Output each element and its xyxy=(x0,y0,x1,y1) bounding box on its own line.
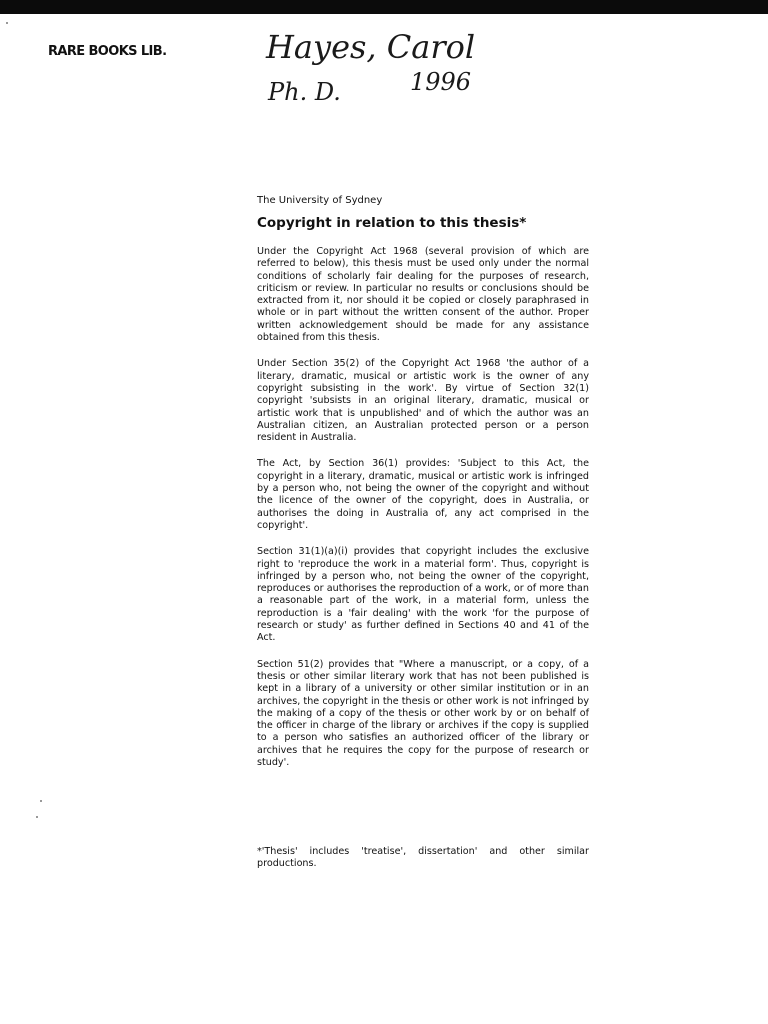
handwriting-svg xyxy=(260,24,490,108)
paragraph-4: Section 31(1)(a)(i) provides that copyright includes the exclusive right to 'reproduce the work in a material form'. Thus, copyright is infringed by a person who, not being the owner of the copyright, reproduces or authorises the reproduction of a work, or of more than a reasonable part of the work, in a material form, unless the reproduction is a 'fair dealing' with the work 'for the purpose of research or study' as further defined in Sections 40 and 41 of the Act. xyxy=(257,546,589,644)
library-stamp: RARE BOOKS LIB. xyxy=(48,44,167,59)
scan-top-edge xyxy=(0,0,768,14)
notice-title: Copyright in relation to this thesis* xyxy=(257,215,527,231)
paragraph-3: The Act, by Section 36(1) provides: 'Subject to this Act, the copyright in a literary, dramatic, musical or artistic work is infringed by a person who, not being the owner of the copyright and without the licence of the owner of the copyright, does in Australia, or authorises the doing in Australia of, any act comprised in the copyright'. xyxy=(257,458,589,531)
paragraph-1: Under the Copyright Act 1968 (several provision of which are referred to below), this thesis must be used only under the normal conditions of scholarly fair dealing for the purposes of research, criticism or review. In particular no results or conclusions should be extracted from it, nor should it be copied or closely paraphrased in whole or in part without the written consent of the author. Proper written acknowledgement should be made for any assistance obtained from this thesis. xyxy=(257,246,589,344)
handwritten-degree: Ph. D. xyxy=(268,78,341,106)
handwritten-name: Hayes, Carol xyxy=(266,28,476,66)
handwritten-year: 1996 xyxy=(410,68,472,96)
paragraph-2: Under Section 35(2) of the Copyright Act 1968 'the author of a literary, dramatic, musical or artistic work is the owner of any copyright subsisting in the work'. By virtue of Section 32(1) copyright 'subsists in an original literary, dramatic, musical or artistic work that is unpublished' and of which the author was an Australian citizen, an Australian protected person or a person resident in Australia. xyxy=(257,358,589,444)
paragraph-5: Section 51(2) provides that "Where a manuscript, or a copy, of a thesis or other similar literary work that has not been published is kept in a library of a university or other similar institution or in an archives, the copyright in the thesis or other work is not infringed by the making of a copy of the thesis or other work by or on behalf of the officer in charge of the library or archives if the copy is supplied to a person who satisfies an authorized officer of the library or archives that he requires the copy for the purpose of research or study'. xyxy=(257,658,589,768)
scan-speck xyxy=(36,816,38,818)
copyright-notice xyxy=(257,194,589,783)
handwritten-annotation xyxy=(260,24,490,108)
scan-speck xyxy=(40,800,42,802)
scan-speck xyxy=(6,22,8,24)
footnote: *'Thesis' includes 'treatise', dissertation' and other similar productions. xyxy=(257,846,589,870)
institution-name: The University of Sydney xyxy=(257,195,383,206)
